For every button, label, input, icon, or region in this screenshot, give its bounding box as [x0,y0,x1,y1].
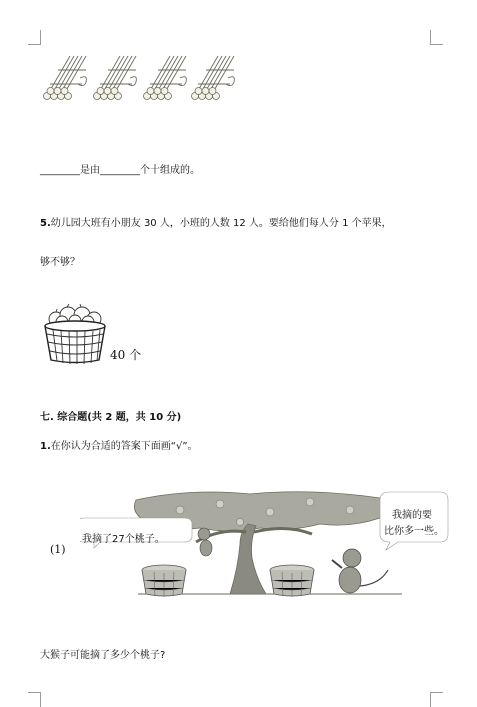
question-number: 5. [40,218,51,229]
q5-line-2: 够不够？ [40,257,80,268]
q4-text: 个十组成的。 [140,165,200,176]
crop-mark-bottom-left [28,692,41,707]
small-monkey-speech: 我摘了27个桃子。 [82,534,165,545]
stick-bundle-icon [44,56,87,100]
crop-mark-bottom-right [430,692,443,707]
stick-bundle-icon [144,56,187,100]
stick-bundle-icon [192,56,235,100]
q4-text: 是由 [80,165,100,176]
question-number: 1. [40,441,51,452]
section-heading: 七. 综合题(共 2 题，共 10 分) [40,412,182,423]
crop-mark-top-left [28,30,41,45]
question-text: 幼儿园大班有小朋友 30 人，小班的人数 12 人。要给他们每人分 1 个苹果， [50,218,392,229]
q5-line-1 [40,214,392,229]
q4-fill-blank-line [40,161,200,176]
sub-question-label: (1) [50,543,66,556]
basket-count-label: 40 个 [110,348,142,362]
q1-prompt-line [40,437,198,452]
answer-blank[interactable]: ________ [40,165,80,176]
question-text: 在你认为合适的答案下面画“√”。 [50,441,198,452]
answer-blank[interactable]: ________ [100,165,140,176]
stick-bundles-illustration [42,50,242,106]
q1-follow-up-question: 大猴子可能摘了多少个桃子? [40,650,166,661]
stick-bundle-icon [94,56,137,100]
big-monkey-speech-line-2: 比你多一些。 [384,526,444,537]
crop-mark-top-right [430,30,443,45]
apple-basket-icon [42,302,108,366]
big-monkey-speech-line-1: 我摘的要 [392,510,432,521]
